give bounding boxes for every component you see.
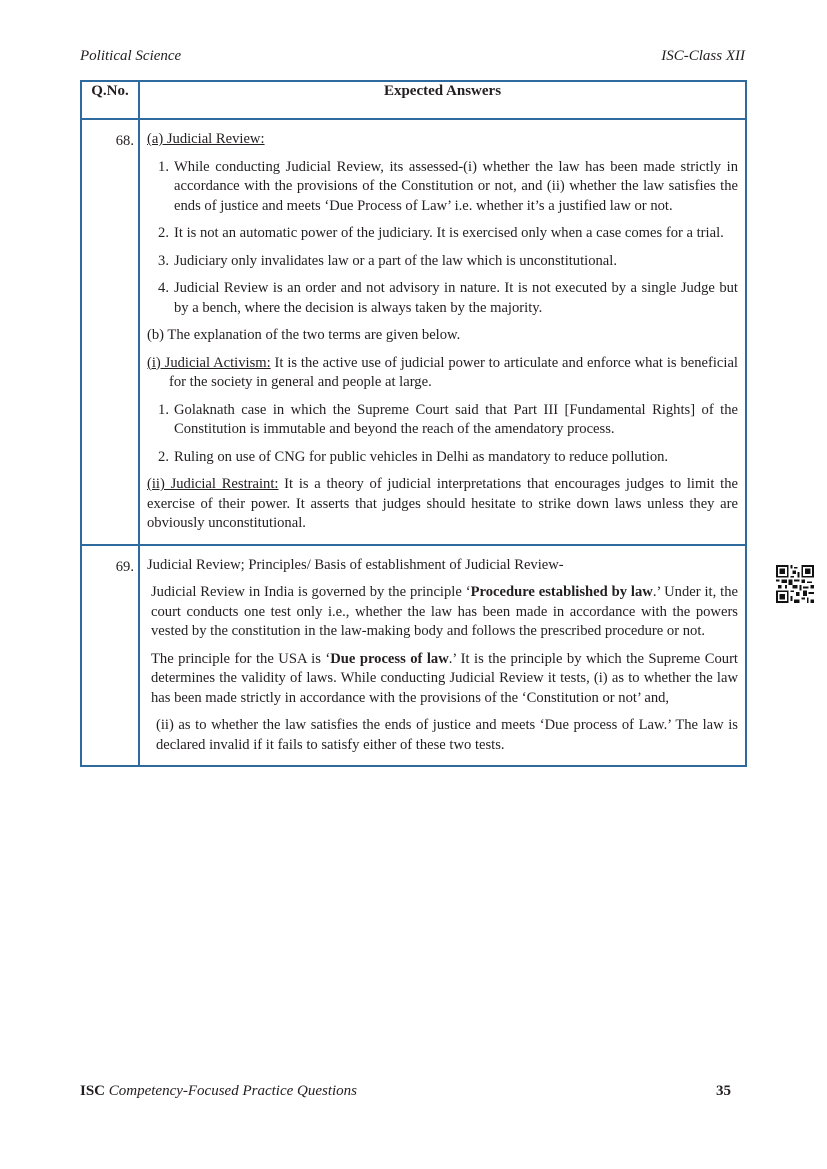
list-item-number: 1.: [158, 401, 169, 418]
header-subject: Political Science: [80, 48, 182, 64]
column-header-answers: Expected Answers: [139, 81, 746, 119]
q69-paragraph-usa: [147, 650, 738, 709]
answer-69: [139, 545, 746, 767]
q69-p1-text: Judicial Review in India is governed by the principle ‘: [151, 584, 471, 600]
question-number-68: 68.: [81, 119, 139, 545]
table-row-q68: [81, 119, 746, 545]
question-number-69: 69.: [81, 545, 139, 767]
list-item: [147, 224, 738, 244]
judicial-restraint-text: It is a theory of judicial interpretations that encourages judges to limit the exercise of their power. It asserts that judges should hesitate to strike down laws unless they are obviously unconstitutional.: [147, 476, 738, 531]
table-row-q69: [81, 545, 746, 767]
q69-paragraph-second-test: (ii) as to whether the law satisfies the ends of justice and meets ‘Due process of Law.’ The law is declared invalid if it fails to satisfy either of these two tests.: [156, 717, 738, 753]
qr-code-icon[interactable]: [776, 565, 814, 603]
q69-paragraph-india: [147, 583, 738, 642]
list-item-number: 1.: [158, 158, 169, 175]
q69-p2-text: The principle for the USA is ‘: [151, 650, 331, 667]
part-a-title: (a) Judicial Review:: [147, 131, 265, 147]
answers-table: [80, 80, 747, 767]
header-class: ISC-Class XII: [661, 48, 745, 64]
list-item-number: 2.: [158, 225, 169, 241]
table-header-row: [81, 81, 746, 119]
q69-p1-text-rest: .’ Under it, the court conducts one test only i.e., whether the law has been made in accordance with the powers vested by the constitution in the law-making body and follows the prescribed procedure or not.: [151, 584, 738, 639]
footer-title: [80, 1083, 357, 1100]
footer-title-text: Competency-Focused Practice Questions: [105, 1083, 358, 1099]
procedure-established-by-law: Procedure established by law: [470, 584, 653, 600]
column-header-qno: Q.No.: [81, 81, 139, 119]
judicial-restraint-paragraph: [147, 475, 738, 534]
list-item-text: Judicial Review is an order and not advisory in nature. It is not executed by a single Judge but by a bench, where the decision is always taken by the majority.: [174, 280, 738, 316]
answer-68: [139, 119, 746, 545]
list-item-number: 4.: [158, 280, 169, 296]
list-item: [147, 448, 738, 468]
page-number: 35: [716, 1083, 731, 1099]
list-item-text: It is not an automatic power of the judiciary. It is exercised only when a case comes for a trial.: [174, 225, 724, 241]
part-b-intro: (b) The explanation of the two terms are given below.: [147, 327, 461, 343]
q69-p2-text-rest: .’ It is the principle by which the Supreme Court determines the validity of laws. While conducting Judicial Review it tests, (i) as to whether the law has been made strictly in accordance with the provisions of the ‘Constitution or not’ and,: [151, 650, 738, 706]
list-item-text: Judiciary only invalidates law or a part of the law which is unconstitutional.: [174, 252, 617, 269]
judicial-activism-text: It is the active use of judicial power to articulate and enforce what is beneficial for the society in general and people at large.: [169, 354, 738, 390]
judicial-activism-paragraph: [147, 354, 738, 393]
judicial-activism-label: (i) Judicial Activism:: [147, 354, 271, 371]
list-item-number: 2.: [158, 448, 169, 465]
list-item: [147, 158, 738, 217]
list-item-text: While conducting Judicial Review, its assessed-(i) whether the law has been made strictly in accordance with the provisions of the Constitution or not, and (ii) whether the law satisfies the ends of justice and meets ‘Due Process of Law’ i.e. whether it’s a justified law or not.: [174, 158, 738, 214]
footer-brand: ISC: [80, 1083, 106, 1099]
list-item-number: 3.: [158, 252, 169, 269]
list-item: [147, 279, 738, 318]
q69-heading: Judicial Review; Principles/ Basis of establishment of Judicial Review-: [147, 556, 564, 573]
due-process-of-law: Due process of law: [330, 650, 449, 667]
list-item: [147, 252, 738, 272]
judicial-restraint-label: (ii) Judicial Restraint:: [147, 476, 279, 492]
list-item-text: Ruling on use of CNG for public vehicles in Delhi as mandatory to reduce pollution.: [174, 448, 669, 465]
list-item-text: Golaknath case in which the Supreme Court said that Part III [Fundamental Rights] of the Constitution is immutable and beyond the reach of the amendatory process.: [174, 401, 738, 437]
list-item: [147, 401, 738, 440]
